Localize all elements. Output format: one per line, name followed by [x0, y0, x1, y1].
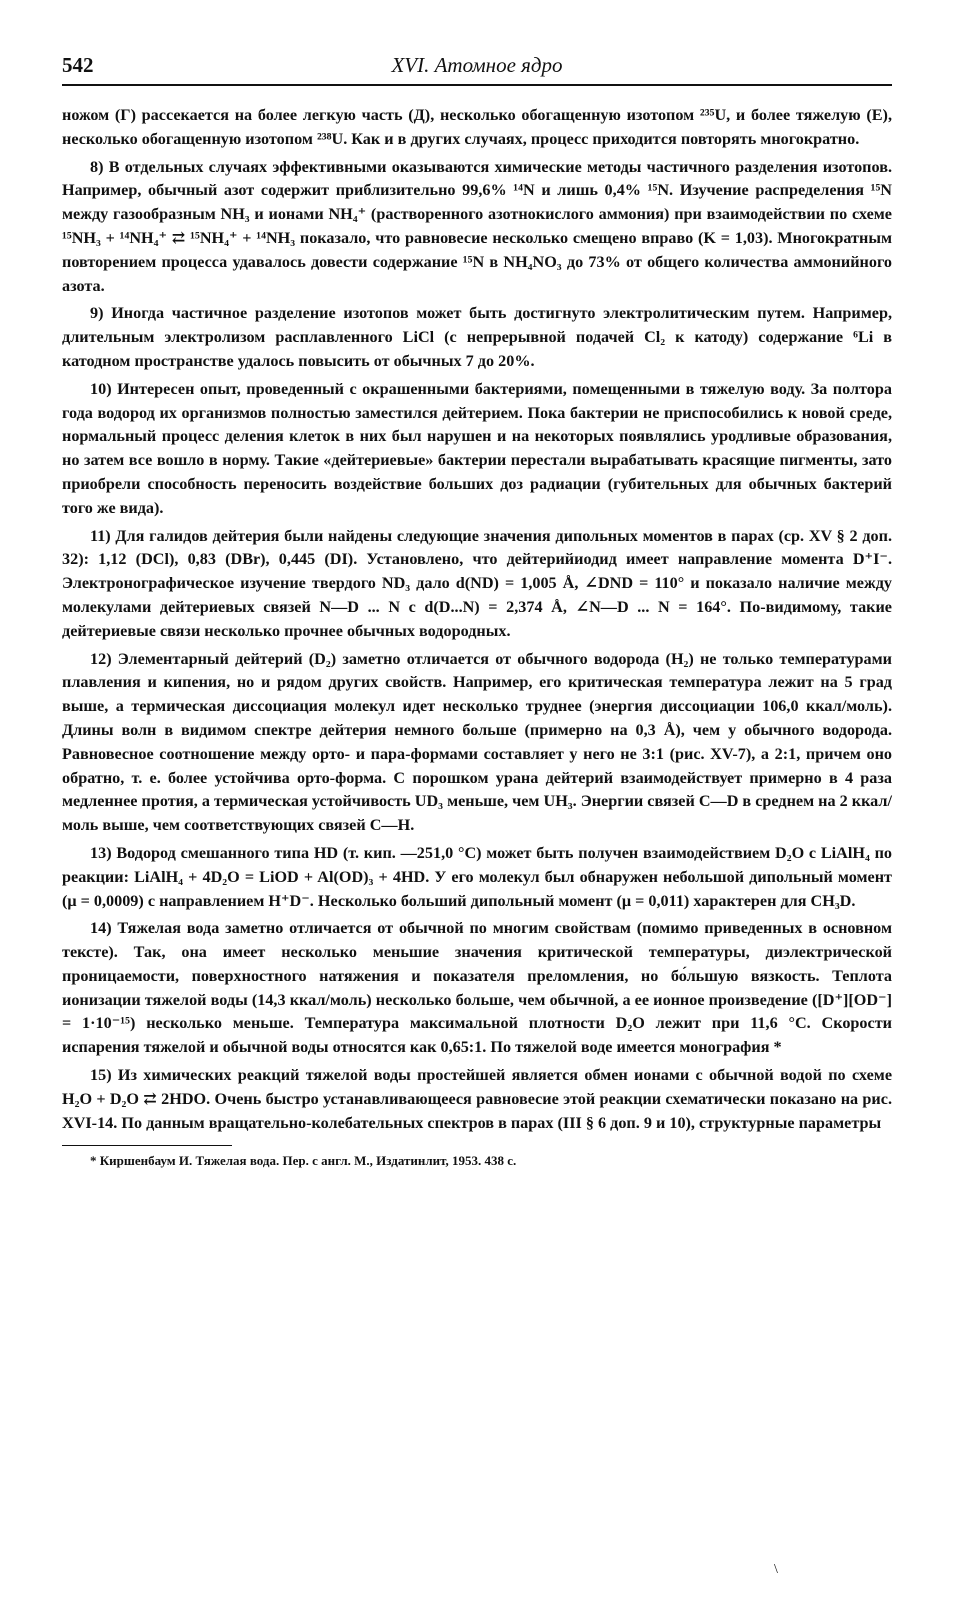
paragraph-12: 12) Элементарный дейтерий (D₂) заметно отличается от обычного водорода (H₂) не только температурами плавления и кипения, но и рядом других свойств. Например, его критическая температура лежит на 5 град выше, а термическая диссоциация молекул идет несколько труднее (энергия диссоциации 106,0 ккал/моль). Длины волн в видимом спектре дейтерия немного больше (примерно на 0,3 Å), чем у обычного водорода. Равновесное соотношение между орто- и пара-формами составляет у него не 3:1 (рис. XV-7), а 2:1, причем оно обратно, т. е. более устойчива орто-форма. С порошком урана дейтерий взаимодействует примерно в 4 раза медленнее протия, а термическая устойчивость UD₃ меньше, чем UH₃. Энергии связей C—D в среднем на 2 ккал/моль выше, чем соответствующих связей C—H.: [62, 649, 892, 835]
paragraph-13: 13) Водород смешанного типа HD (т. кип. —251,0 °C) может быть получен взаимодействием D₂O с LiAlH₄ по реакции: LiAlH₄ + 4D₂O = LiOD + Al(OD)₃ + 4HD. У его молекул был обнаружен небольшой дипольный момент (μ = 0,0009) с направлением H⁺D⁻. Несколько больший дипольный момент (μ = 0,011) характерен для CH₃D.: [62, 843, 892, 910]
paragraph-10: 10) Интересен опыт, проведенный с окрашенными бактериями, помещенными в тяжелую воду. За полтора года водород их организмов полностью заместился дейтерием. Пока бактерии не приспособились к новой среде, нормальный процесс деления клеток в них был нарушен и на некоторых появлялись уродливые образования, но затем все вошло в норму. Такие «дейтериевые» бактерии перестали вырабатывать красящие пигменты, зато приобрели способность переносить воздействие больших доз радиации (губительных для обычных бактерий того же вида).: [62, 379, 892, 517]
paragraph-11: 11) Для галидов дейтерия были найдены следующие значения дипольных моментов в парах (ср. XV § 2 доп. 32): 1,12 (DCl), 0,83 (DBr), 0,445 (DI). Установлено, что дейтерийиодид имеет направление момента D⁺I⁻. Электронографическое изучение твердого ND₃ дало d(ND) = 1,005 Å, ∠DND = 110° и показало наличие между молекулами дейтериевых связей N—D ... N с d(D...N) = 2,374 Å, ∠N—D ... N = 164°. По-видимому, такие дейтериевые связи несколько прочнее обычных водородных.: [62, 526, 892, 640]
paragraph-9: 9) Иногда частичное разделение изотопов может быть достигнуто электролитическим путем. Например, длительным электролизом расплавленного LiCl (с непрерывной подачей Cl₂ к катоду) содержание ⁶Li в катодном пространстве удалось повысить от обычных 7 до 20%.: [62, 304, 892, 370]
book-page: [62, 50, 892, 1577]
footnote-divider: [62, 1145, 232, 1146]
footnote: * Киршенбаум И. Тяжелая вода. Пер. с англ. М., Издатинлит, 1953. 438 с.: [90, 1153, 517, 1169]
page-header: [62, 50, 892, 86]
stray-mark: \: [774, 1562, 778, 1577]
paragraph-continuation: ножом (Г) рассекается на более легкую часть (Д), несколько обогащенную изотопом ²³⁵U, и более тяжелую (Е), несколько обогащенную изотопом ²³⁸U. Как и в других случаях, процесс приходится повторять многократно.: [62, 106, 892, 148]
page-number: 542: [62, 53, 94, 77]
paragraph-15: 15) Из химических реакций тяжелой воды простейшей является обмен ионами с обычной водой по схеме H₂O + D₂O ⇄ 2HDO. Очень быстро устанавливающееся равновесие этой реакции схематически показано на рис. XVI-14. По данным вращательно-колебательных спектров в парах (III § 6 доп. 9 и 10), структурные параметры: [62, 1066, 892, 1132]
paragraph-8: 8) В отдельных случаях эффективными оказываются химические методы частичного разделения изотопов. Например, обычный азот содержит приблизительно 99,6% ¹⁴N и лишь 0,4% ¹⁵N. Изучение распределения ¹⁵N между газообразным NH₃ и ионами NH₄⁺ (растворенного азотнокислого аммония) при взаимодействии по схеме ¹⁵NH₃ + ¹⁴NH₄⁺ ⇄ ¹⁵NH₄⁺ + ¹⁴NH₃ показало, что равновесие несколько смещено вправо (K = 1,03). Многократным повторением процесса удавалось довести содержание ¹⁵N в NH₄NO₃ до 73% от общего количества аммонийного азота.: [62, 157, 892, 295]
paragraph-14: 14) Тяжелая вода заметно отличается от обычной по многим свойствам (помимо приведенных в основном тексте). Так, она имеет несколько меньшие значения критической температуры, диэлектрической проницаемости, поверхностного натяжения и показателя преломления, но бо́льшую вязкость. Теплота ионизации тяжелой воды (14,3 ккал/моль) несколько больше, чем обычной, а ее ионное произведение ([D⁺][OD⁻] = 1·10⁻¹⁵) несколько меньше. Температура максимальной плотности D₂O лежит при 11,6 °C. Скорости испарения тяжелой и обычной воды относятся как 0,65:1. По тяжелой воде имеется монография *: [62, 919, 892, 1057]
running-title: XVI. Атомное ядро: [391, 53, 563, 77]
